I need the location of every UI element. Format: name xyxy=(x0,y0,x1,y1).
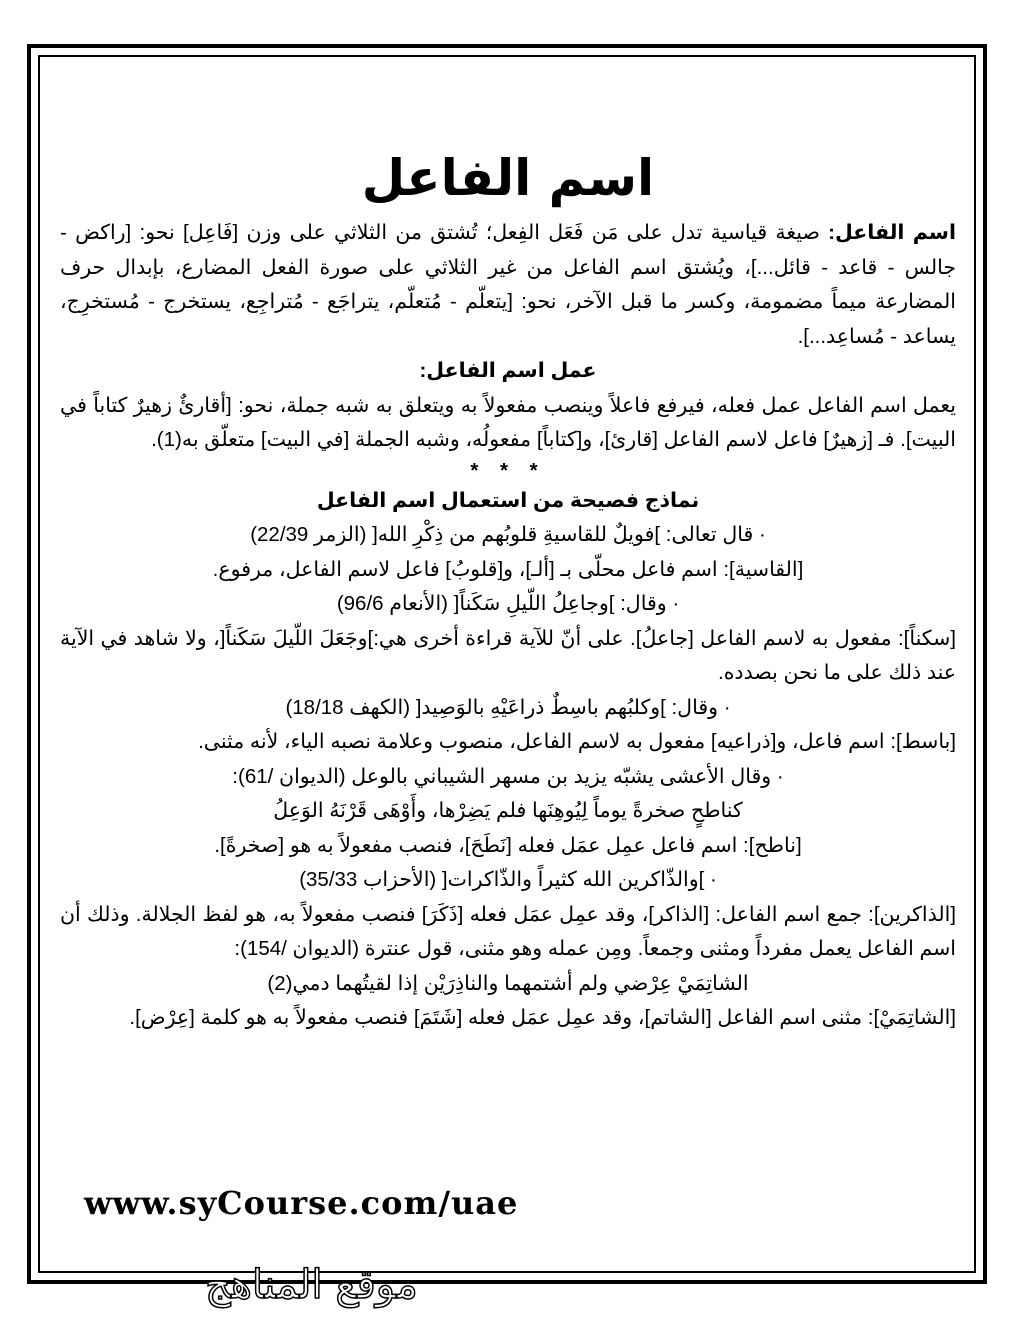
example-line: [الذاكرين]: جمع اسم الفاعل: [الذاكر]، وقد عمِل عمَل فعله [ذَكَرَ] فنصب مفعولاً به، هو لفظ الجلالة. وذلك أن اسم الفاعل يعمل مفرداً ومثنى وجمعاً. ومِن عمله وهو مثنى، قول عنترة (الديوان /154): xyxy=(60,902,956,960)
document-body xyxy=(60,140,956,1036)
examples-list xyxy=(60,518,956,1036)
watermark-logo-text: موقع المناهج xyxy=(205,1262,418,1308)
example-line: الشاتِمَيْ عِرْضي ولم أشتمهما والناذِرَيْن إذا لقيتُهما دمي(2) xyxy=(267,971,749,995)
work-paragraph: يعمل اسم الفاعل عمل فعله، فيرفع فاعلاً وينصب مفعولاً به ويتعلق به شبه جملة، نحو: [أقارئٌ زهيرٌ كتاباً في البيت]. فـ [زهيرٌ] فاعل لاسم الفاعل [قارئ]، و[كتاباً] مفعولُه، وشبه الجملة [في البيت] متعلّق به(1). xyxy=(60,393,956,451)
example-line: [الشاتِمَيْ]: مثنى اسم الفاعل [الشاتم]، وقد عمِل عمَل فعله [شَتَمَ] فنصب مفعولاً به هو كلمة [عِرْض]. xyxy=(129,1006,956,1029)
page-title: اسم الفاعل xyxy=(361,149,655,207)
example-line: · ]والذّاكرين الله كثيراً والذّاكرات[ (الأحزاب 35/33) xyxy=(299,868,717,891)
example-line: · وقال: ]وجاعِلُ اللّيلِ سَكَناً[ (الأنعام 96/6) xyxy=(336,592,680,615)
separator-stars: * * * xyxy=(470,458,546,482)
example-line: · وقال الأعشى يشبّه يزيد بن مسهر الشيباني بالوعل (الديوان /61): xyxy=(232,764,784,788)
definition-label: اسم الفاعل: xyxy=(828,221,956,244)
example-line: [القاسية]: اسم فاعل محلّى بـ [ألـ]، و[قلوبُ] فاعل لاسم الفاعل، مرفوع. xyxy=(212,557,804,581)
definition-paragraph xyxy=(60,216,956,354)
definition-text: صيغة قياسية تدل على مَن فَعَل الفِعل؛ تُشتق من الثلاثي على وزن [فَاعِل] نحو: [راكض - جالس - قاعد - قائل...]، ويُشتق اسم الفاعل من غير الثلاثي على صورة الفعل المضارع، بإبدال حرف المضارعة ميماً مضمومة، وكسر ما قبل الآخر، نحو: [يتعلّم - مُتعلّم، يتراجَع - مُتراجِع، يستخرج - مُستخرِج، يساعد - مُساعِد...]. xyxy=(60,221,956,348)
work-heading: عمل اسم الفاعل: xyxy=(419,359,597,382)
example-line: · قال تعالى: ]فويلٌ للقاسيةِ قلوبُهم من ذِكْرِ الله[ (الزمر 22/39) xyxy=(250,523,766,546)
website-url[interactable]: www.syCourse.com/uae xyxy=(84,1184,519,1222)
example-line: [سكناً]: مفعول به لاسم الفاعل [جاعلُ]. على أنّ للآية قراءة أخرى هي:]وجَعَلَ اللّيلَ سَكَناً[، ولا شاهد في الآية عند ذلك على ما نحن بصدده. xyxy=(60,626,956,684)
example-line: · وقال: ]وكلبُهم باسِطٌ ذراعَيْهِ بالوَصِيد[ (الكهف 18/18) xyxy=(285,695,731,719)
example-line: [باسط]: اسم فاعل، و[ذراعيه] مفعول به لاسم الفاعل، منصوب وعلامة نصبه الياء، لأنه مثنى. xyxy=(198,730,956,753)
example-line: كناطحٍ صخرةً يوماً لِيُوهِنَها فلم يَضِرْها، وأَوْهَى قَرْنَهُ الوَعِلُ xyxy=(273,799,743,822)
example-line: [ناطح]: اسم فاعل عمِل عمَل فعله [نَطَحَ]، فنصب مفعولاً به هو [صخرةً]. xyxy=(214,833,802,857)
examples-heading: نماذج فصيحة من استعمال اسم الفاعل xyxy=(316,488,700,512)
